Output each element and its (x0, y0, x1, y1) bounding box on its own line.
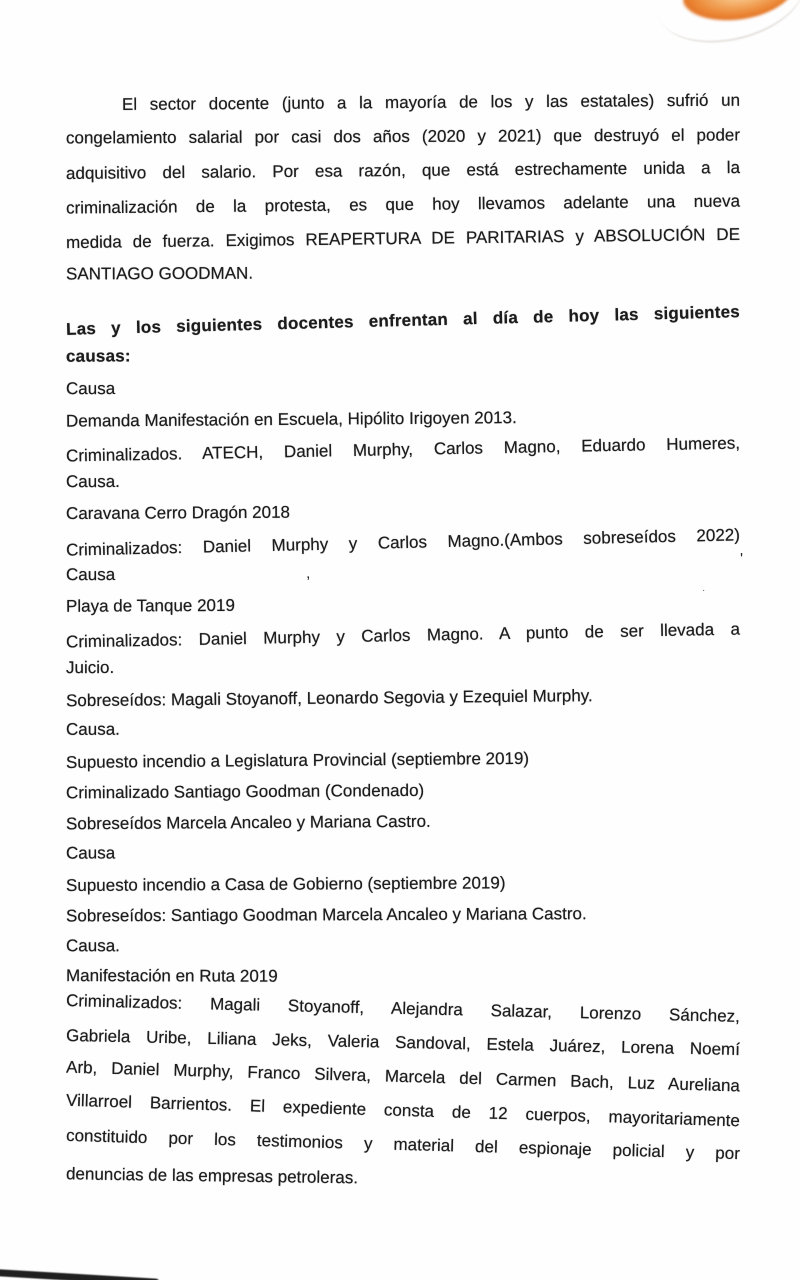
case-line: Gabriela Uribe, Liliana Jeks, Valeria Sandoval, Estela Juárez, Lorena Noemí (65, 1025, 741, 1060)
case-line: Manifestación en Ruta 2019 (65, 966, 278, 986)
case-line: Sobreseídos Marcela Ancaleo y Mariana Castro. (65, 811, 431, 834)
case-line: Causa (65, 379, 116, 399)
case-line: constituido por los testimonios y material del espionaje policial y por (65, 1125, 741, 1164)
case-line: denuncias de las empresas petroleras. (65, 1164, 359, 1188)
scan-speck: · (702, 585, 706, 596)
page-edge-shadow (0, 1269, 159, 1280)
intro-line: adquisitivo del salario. Por esa razón, que está estrechamente unida a la (65, 158, 741, 183)
intro-line: criminalización de la protesta, es que hoy llevamos adelante una nueva (65, 191, 741, 218)
case-line: Criminalizado Santiago Goodman (Condenado) (65, 780, 425, 803)
case-line: Causa. (65, 471, 120, 492)
case-line: Causa (65, 565, 116, 585)
heading-line: Las y los siguientes docentes enfrentan al día de hoy las siguientes (65, 302, 741, 339)
case-line: Demanda Manifestación en Escuela, Hipólito Irigoyen 2013. (65, 408, 517, 431)
case-line: Causa. (65, 719, 120, 739)
scan-speck: ' (740, 551, 744, 568)
intro-line: medida de fuerza. Exigimos REAPERTURA DE PARITARIAS y ABSOLUCIÓN DE (65, 224, 741, 253)
case-line: Criminalizados. ATECH, Daniel Murphy, Carlos Magno, Eduardo Humeres, (65, 433, 741, 466)
case-line: Supuesto incendio a Casa de Gobierno (septiembre 2019) (65, 873, 506, 896)
case-line: Criminalizados: Daniel Murphy y Carlos Magno. A punto de ser llevada a (65, 619, 741, 652)
case-line: Arb, Daniel Murphy, Franco Silvera, Marcela del Carmen Bach, Luz Aureliana (65, 1057, 741, 1096)
case-line: Caravana Cerro Dragón 2018 (65, 502, 291, 524)
case-line: Juicio. (65, 658, 115, 678)
heading-line: causas: (65, 346, 131, 366)
case-line: Sobreseídos: Magali Stoyanoff, Leonardo Segovia y Ezequiel Murphy. (65, 686, 593, 711)
case-line: Causa. (65, 936, 120, 956)
case-line: Criminalizados: Magali Stoyanoff, Alejandra Salazar, Lorenzo Sánchez, (65, 991, 741, 1026)
case-line: Supuesto incendio a Legislatura Provincial (septiembre 2019) (65, 748, 530, 772)
case-line: Playa de Tanque 2019 (65, 595, 235, 616)
scan-speck: , (306, 565, 311, 582)
intro-line: SANTIAGO GOODMAN. (65, 263, 254, 284)
case-line: Villarroel Barrientos. El expediente consta de 12 cuerpos, mayoritariamente (65, 1090, 741, 1131)
intro-line: congelamiento salarial por casi dos años (2020 y 2021) que destruyó el poder (65, 125, 741, 148)
case-line: Criminalizados: Daniel Murphy y Carlos Magno.(Ambos sobreseídos 2022) (65, 525, 741, 560)
case-line: Sobreseídos: Santiago Goodman Marcela Ancaleo y Mariana Castro. (65, 904, 587, 926)
intro-line: El sector docente (junto a la mayoría de los y las estatales) sufrió un (121, 90, 741, 114)
case-line: Causa (65, 843, 116, 863)
